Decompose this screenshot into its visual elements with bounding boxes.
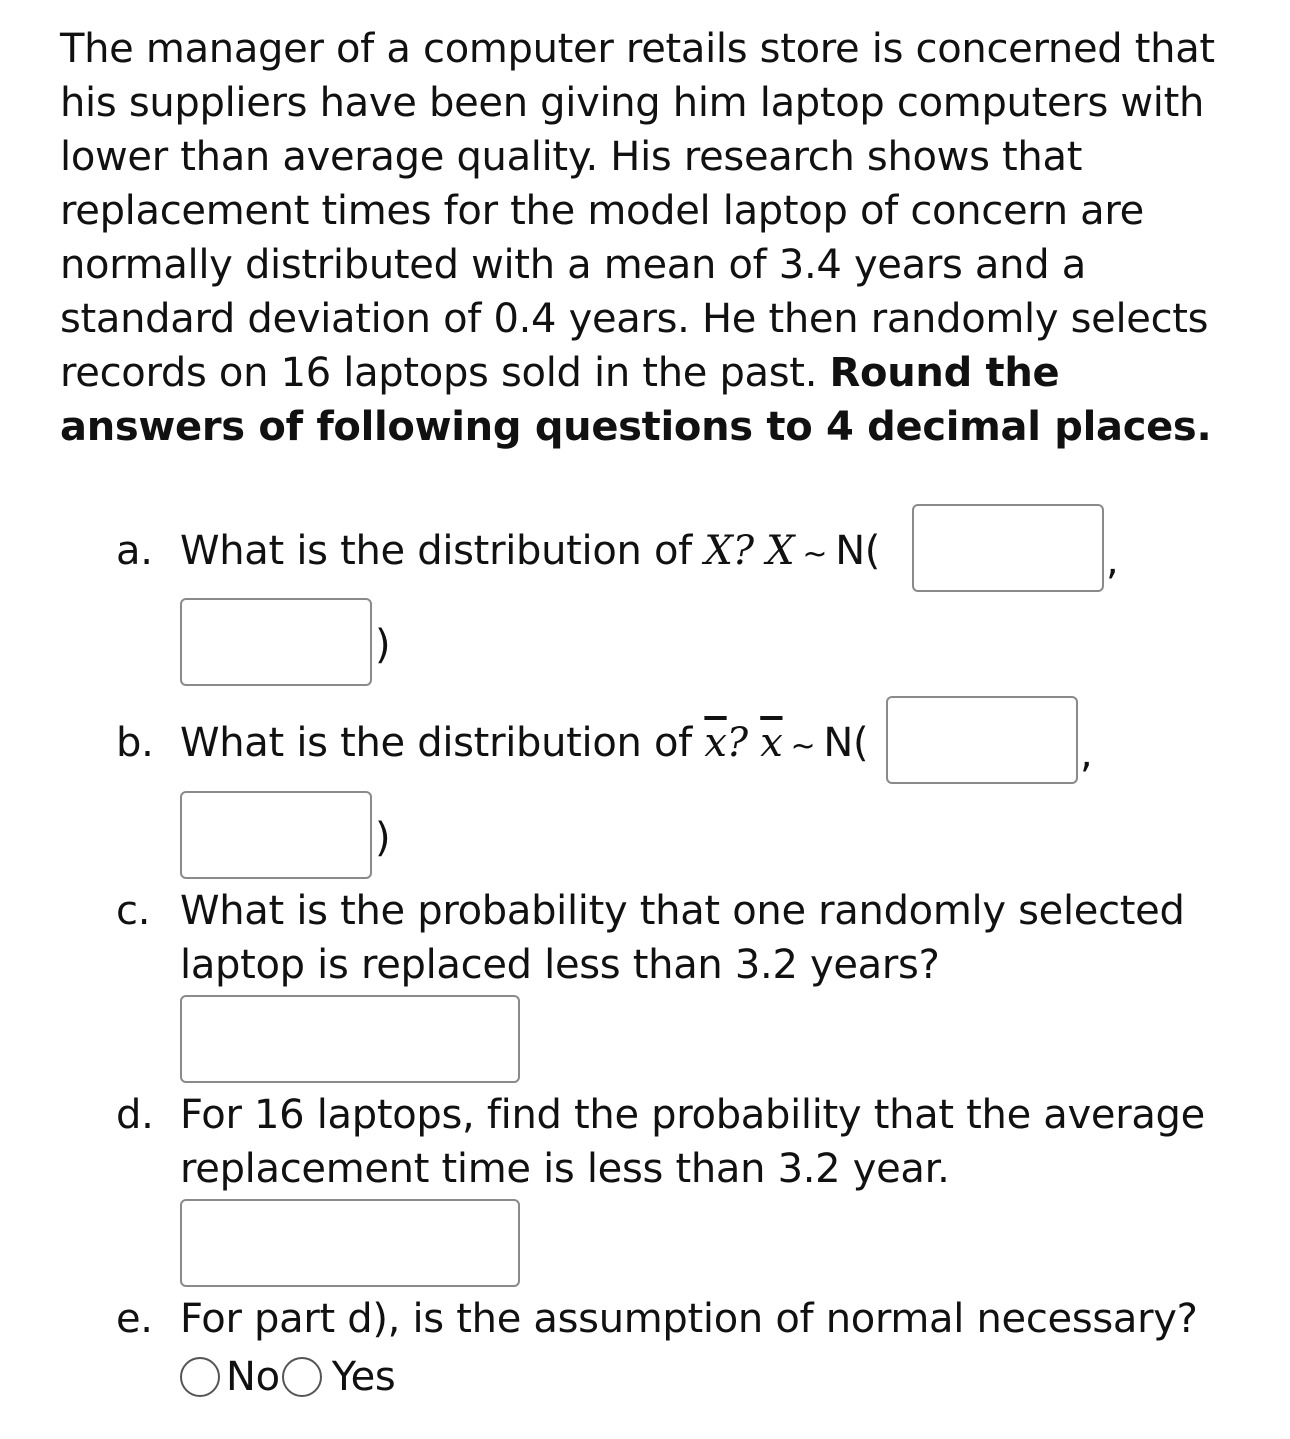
question-b-prompt: What is the distribution of xyxy=(180,720,692,766)
variable-xbar: $\overline{x}$ xyxy=(704,720,727,766)
question-d-line2: replacement time is less than 3.2 year. xyxy=(180,1146,950,1192)
question-e xyxy=(116,1292,1198,1346)
question-a xyxy=(116,524,880,582)
question-d-marker: d. xyxy=(116,1092,154,1138)
variable-x-2: X xyxy=(766,528,795,574)
question-c-answer-input[interactable] xyxy=(180,995,520,1083)
question-b-mean-input[interactable] xyxy=(886,696,1078,784)
variable-xbar-2: $\overline{x}$ xyxy=(760,720,783,766)
question-b-marker: b. xyxy=(116,720,154,766)
question-a-prompt: What is the distribution of xyxy=(180,528,692,574)
question-a-comma: , xyxy=(1106,538,1119,584)
question-d-answer-input[interactable] xyxy=(180,1199,520,1287)
question-c-line2: laptop is replaced less than 3.2 years? xyxy=(180,942,940,988)
question-e-options xyxy=(180,1350,395,1404)
radio-yes[interactable] xyxy=(282,1357,322,1397)
question-e-prompt: For part d), is the assumption of normal necessary? xyxy=(180,1296,1198,1342)
question-c-line1: What is the probability that one randomly selected xyxy=(180,888,1185,934)
question-c-marker: c. xyxy=(116,888,151,934)
question-c xyxy=(116,884,1185,938)
question-c-cont xyxy=(180,938,940,992)
question-a-marker: a. xyxy=(116,528,153,574)
question-b-comma: , xyxy=(1080,731,1093,777)
tilde-symbol: ~ xyxy=(790,729,816,764)
radio-yes-label[interactable]: Yes xyxy=(331,1354,396,1400)
question-a-sd-input[interactable] xyxy=(180,598,372,686)
question-e-marker: e. xyxy=(116,1296,153,1342)
tilde-symbol: ~ xyxy=(802,537,828,572)
normal-open: N( xyxy=(835,528,881,574)
radio-no-label[interactable]: No xyxy=(226,1354,280,1400)
question-b xyxy=(116,716,868,774)
question-b-close: ) xyxy=(375,815,391,861)
question-d xyxy=(116,1088,1205,1142)
question-a-close: ) xyxy=(375,622,391,668)
normal-open: N( xyxy=(823,720,869,766)
question-a-mean-input[interactable] xyxy=(912,504,1104,592)
rounding-instruction: Round the answers of following questions to 4 decimal places. xyxy=(60,350,1212,450)
problem-text: The manager of a computer retails store is concerned that his suppliers have been giving him laptop computers with lower than average quality. His research shows that replacement times for the model laptop of concern are normally distributed with a mean of 3.4 years and a standard deviation of 0.4 years. He then randomly selects records on 16 laptops sold in the past. xyxy=(60,26,1215,396)
question-d-cont xyxy=(180,1142,950,1196)
question-b-sd-input[interactable] xyxy=(180,791,372,879)
question-mark: ? xyxy=(732,528,754,574)
problem-statement xyxy=(60,22,1240,454)
radio-no[interactable] xyxy=(180,1357,220,1397)
question-d-line1: For 16 laptops, find the probability that the average xyxy=(180,1092,1205,1138)
variable-x: X xyxy=(704,528,733,574)
question-mark: ? xyxy=(726,720,748,766)
